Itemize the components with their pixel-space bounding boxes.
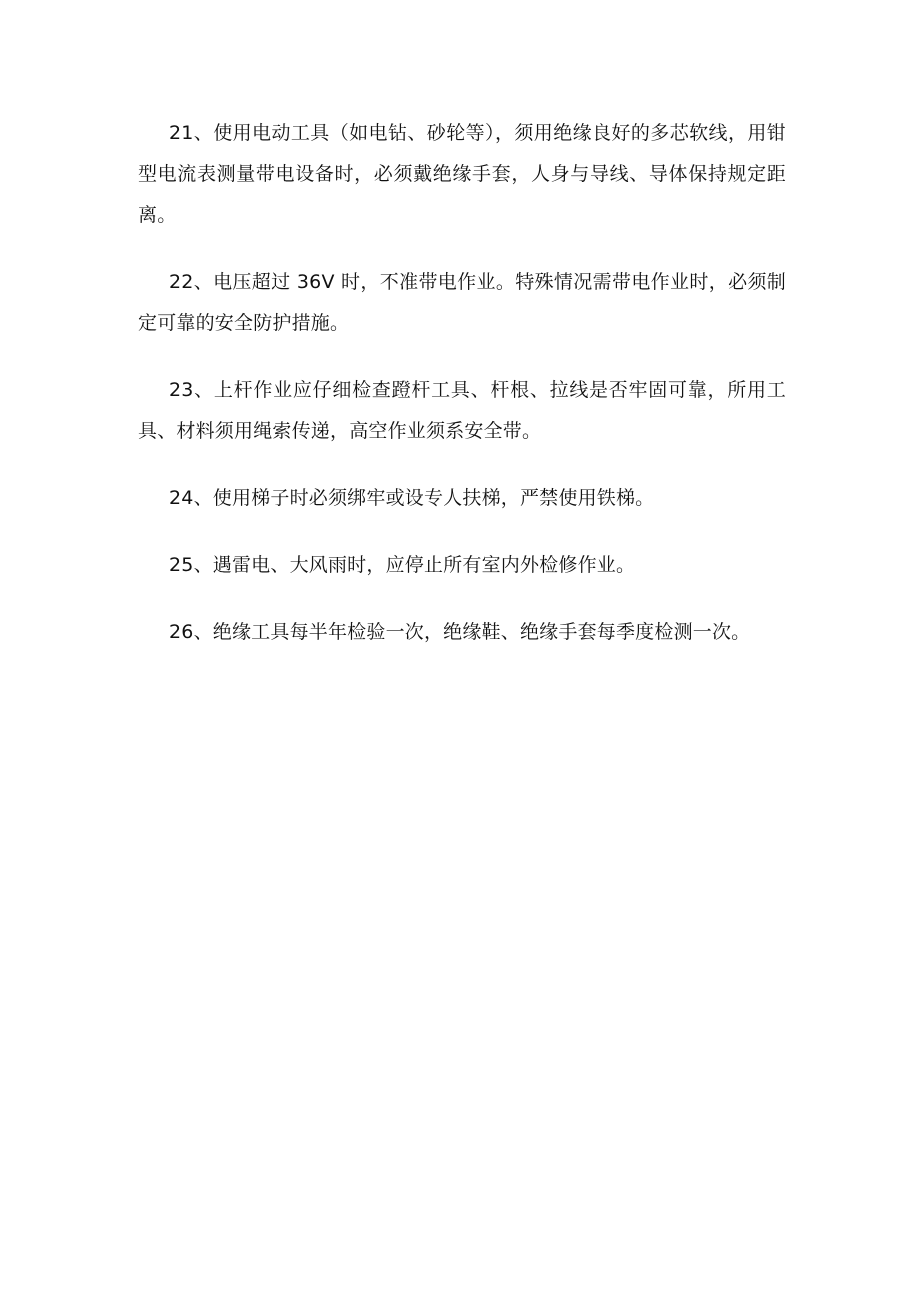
paragraph-25: 25、遇雷电、大风雨时，应停止所有室内外检修作业。 — [169, 554, 636, 576]
paragraph-24: 24、使用梯子时必须绑牢或设专人扶梯，严禁使用铁梯。 — [169, 487, 655, 509]
paragraph-21: 21、使用电动工具（如电钻、砂轮等），须用绝缘良好的多芯软线，用钳型电流表测量带电设备时，必须戴绝缘手套，人身与导线、导体保持规定距离。 — [138, 122, 786, 226]
paragraph-26: 26、绝缘工具每半年检验一次，绝缘鞋、绝缘手套每季度检测一次。 — [169, 621, 751, 643]
paragraph-23: 23、上杆作业应仔细检查蹬杆工具、杆根、拉线是否牢固可靠，所用工具、材料须用绳索传递，高空作业须系安全带。 — [138, 379, 786, 442]
paragraph-22: 22、电压超过 36V 时，不准带电作业。特殊情况需带电作业时，必须制定可靠的安全防护措施。 — [138, 271, 786, 334]
document-body — [138, 113, 786, 679]
